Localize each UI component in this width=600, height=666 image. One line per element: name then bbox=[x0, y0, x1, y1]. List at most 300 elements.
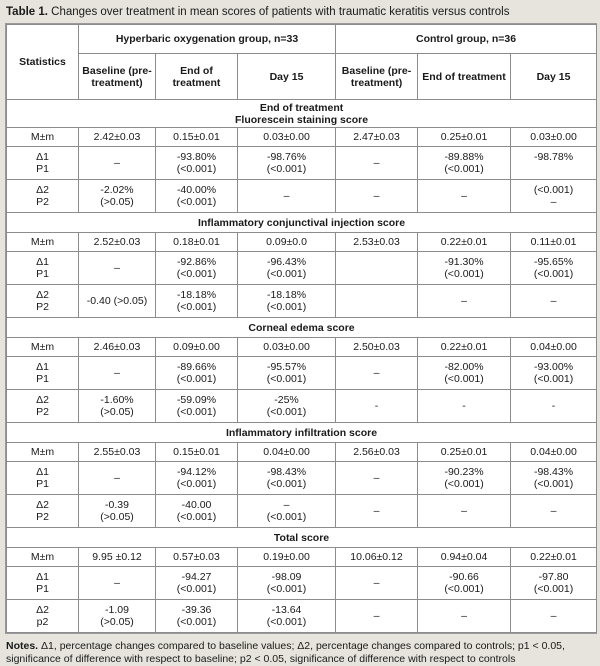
cell-line: - bbox=[374, 400, 379, 412]
row-label bbox=[7, 600, 79, 633]
header-control-day15: Day 15 bbox=[511, 54, 597, 100]
cell-line: -98.43% bbox=[266, 466, 307, 478]
cell-line: (<0.001) bbox=[176, 616, 217, 628]
cell-line: 0.25±0.01 bbox=[440, 131, 488, 143]
row-label bbox=[7, 390, 79, 423]
caption-label: Table 1. bbox=[6, 6, 48, 18]
table-cell bbox=[336, 233, 418, 252]
table-cell bbox=[156, 338, 238, 357]
row-label-line: P2 bbox=[36, 406, 49, 418]
cell-line: 2.53±0.03 bbox=[353, 236, 400, 248]
table-cell bbox=[511, 252, 597, 285]
table-cell bbox=[418, 233, 511, 252]
section-title-line: Fluorescein staining score bbox=[235, 113, 369, 126]
table-cell bbox=[79, 128, 156, 147]
table-cell bbox=[156, 252, 238, 285]
cell-line: -98.43% bbox=[533, 466, 574, 478]
table-notes bbox=[0, 634, 600, 666]
cell-line: 0.94±0.04 bbox=[440, 551, 488, 563]
header-hbo-day15: Day 15 bbox=[238, 54, 336, 100]
table-row bbox=[7, 233, 597, 252]
header-control-group: Control group, n=36 bbox=[336, 25, 597, 54]
row-label bbox=[7, 548, 79, 567]
table-cell bbox=[238, 600, 336, 633]
results-table bbox=[6, 24, 597, 633]
cell-line: (<0.001) bbox=[176, 478, 217, 490]
cell-line: 2.55±0.03 bbox=[93, 446, 141, 458]
section-title-line: Total score bbox=[273, 531, 330, 544]
cell-line: (<0.001) bbox=[266, 406, 307, 418]
cell-line: -93.00% bbox=[533, 361, 574, 373]
cell-line: -39.36 bbox=[181, 604, 212, 616]
cell-line: – bbox=[114, 577, 120, 589]
table-cell bbox=[238, 180, 336, 213]
cell-line: -59.09% bbox=[176, 394, 217, 406]
cell-line: (<0.001) bbox=[533, 268, 574, 280]
cell-line: 10.06±0.12 bbox=[350, 551, 403, 563]
cell-line: -0.39 bbox=[105, 499, 129, 511]
header-hbo-baseline: Baseline (pre-treatment) bbox=[79, 54, 156, 100]
row-label-line: Δ2 bbox=[36, 604, 49, 616]
table-cell bbox=[511, 462, 597, 495]
cell-line: – bbox=[550, 610, 557, 622]
table-cell bbox=[418, 338, 511, 357]
cell-line: – bbox=[114, 262, 120, 274]
table-row bbox=[7, 567, 597, 600]
cell-line: -93.80% bbox=[176, 151, 217, 163]
table-cell bbox=[156, 357, 238, 390]
row-label-line: Δ2 bbox=[36, 499, 49, 511]
table-cell bbox=[238, 128, 336, 147]
table-body bbox=[7, 100, 597, 633]
cell-line: 0.22±0.01 bbox=[530, 551, 577, 563]
table-row bbox=[7, 285, 597, 318]
cell-line: 0.25±0.01 bbox=[440, 446, 488, 458]
cell-line: (<0.001) bbox=[444, 268, 484, 280]
table-cell bbox=[79, 285, 156, 318]
table-cell bbox=[336, 390, 418, 423]
cell-line: -89.66% bbox=[176, 361, 217, 373]
cell-line: (<0.001) bbox=[444, 583, 484, 595]
table-row bbox=[7, 338, 597, 357]
table-cell bbox=[156, 390, 238, 423]
row-label-line: M±m bbox=[30, 551, 55, 563]
cell-line: 0.11±0.01 bbox=[530, 236, 577, 248]
row-label bbox=[7, 338, 79, 357]
table-cell bbox=[336, 357, 418, 390]
row-label bbox=[7, 233, 79, 252]
table-cell bbox=[511, 600, 597, 633]
table-cell bbox=[418, 357, 511, 390]
cell-line: (<0.001) bbox=[533, 373, 574, 385]
table-cell bbox=[336, 567, 418, 600]
cell-line: (<0.001) bbox=[444, 163, 484, 175]
cell-line: -97.80 bbox=[538, 571, 569, 583]
cell-line: - bbox=[462, 400, 466, 412]
row-label-line: Δ2 bbox=[36, 184, 49, 196]
row-label-line: p2 bbox=[36, 616, 49, 628]
table-cell bbox=[238, 252, 336, 285]
cell-line: -82.00% bbox=[444, 361, 484, 373]
table-cell bbox=[238, 462, 336, 495]
cell-line: – bbox=[114, 367, 120, 379]
cell-line: -1.60% bbox=[100, 394, 134, 406]
table-row bbox=[7, 495, 597, 528]
cell-line: – bbox=[114, 157, 120, 169]
cell-line: 2.50±0.03 bbox=[353, 341, 400, 353]
cell-line: – bbox=[550, 505, 557, 517]
table-cell bbox=[156, 567, 238, 600]
header-statistics: Statistics bbox=[7, 25, 79, 100]
table-row bbox=[7, 600, 597, 633]
table-row bbox=[7, 128, 597, 147]
table-caption bbox=[0, 0, 600, 23]
cell-line: – bbox=[373, 577, 380, 589]
cell-line: -0.40 (>0.05) bbox=[86, 295, 148, 307]
cell-line: (<0.001) bbox=[266, 616, 307, 628]
row-label bbox=[7, 443, 79, 462]
cell-line: -91.30% bbox=[444, 256, 484, 268]
cell-line: -92.86% bbox=[176, 256, 217, 268]
cell-line: 2.42±0.03 bbox=[93, 131, 141, 143]
section-title-line: Inflammatory conjunctival injection score bbox=[197, 216, 406, 229]
table-cell bbox=[511, 390, 597, 423]
header-hbo-end: End of treatment bbox=[156, 54, 238, 100]
section-title bbox=[7, 318, 597, 338]
row-label bbox=[7, 285, 79, 318]
cell-line: -90.66 bbox=[449, 571, 479, 583]
table-cell bbox=[156, 285, 238, 318]
cell-line: -98.78% bbox=[533, 151, 574, 163]
cell-line: 0.04±0.00 bbox=[530, 446, 577, 458]
table-cell bbox=[418, 252, 511, 285]
cell-line: -13.64 bbox=[271, 604, 302, 616]
cell-line: -95.57% bbox=[266, 361, 307, 373]
cell-line: (<0.001) bbox=[266, 478, 307, 490]
row-label-line: M±m bbox=[30, 236, 55, 248]
row-label-line: Δ1 bbox=[36, 361, 49, 373]
row-label bbox=[7, 252, 79, 285]
cell-line: -90.23% bbox=[444, 466, 484, 478]
table-cell bbox=[156, 495, 238, 528]
cell-line bbox=[339, 295, 414, 307]
table-cell bbox=[238, 357, 336, 390]
table-cell bbox=[238, 548, 336, 567]
cell-line: 2.47±0.03 bbox=[353, 131, 400, 143]
cell-line: (<0.001) bbox=[176, 406, 217, 418]
cell-line: -1.09 bbox=[105, 604, 129, 616]
cell-line: (<0.001) bbox=[266, 511, 307, 523]
section-header bbox=[7, 318, 597, 338]
cell-line: – bbox=[461, 610, 467, 622]
cell-line: (<0.001) bbox=[266, 583, 307, 595]
table-cell bbox=[238, 495, 336, 528]
table-row bbox=[7, 147, 597, 180]
section-title-line: Corneal edema score bbox=[248, 321, 355, 334]
cell-line: – bbox=[373, 190, 380, 202]
table-cell bbox=[511, 567, 597, 600]
table-cell bbox=[79, 462, 156, 495]
row-label-line: Δ2 bbox=[36, 394, 49, 406]
row-label bbox=[7, 462, 79, 495]
row-label-line: M±m bbox=[30, 341, 55, 353]
row-label-line: Δ1 bbox=[36, 256, 49, 268]
cell-line: 2.52±0.03 bbox=[93, 236, 141, 248]
table-cell bbox=[156, 128, 238, 147]
cell-line bbox=[514, 163, 593, 175]
cell-line: 0.57±0.03 bbox=[173, 551, 220, 563]
cell-line: -94.12% bbox=[176, 466, 217, 478]
table-cell bbox=[79, 233, 156, 252]
row-label bbox=[7, 495, 79, 528]
section-title bbox=[7, 528, 597, 548]
table-cell bbox=[418, 495, 511, 528]
cell-line: (>0.05) bbox=[100, 616, 134, 628]
cell-line: – bbox=[373, 472, 380, 484]
row-label-line: M±m bbox=[30, 131, 55, 143]
table-cell bbox=[238, 147, 336, 180]
row-label-line: Δ1 bbox=[36, 466, 49, 478]
table-cell bbox=[418, 390, 511, 423]
row-label-line: P1 bbox=[36, 478, 49, 490]
cell-line: (<0.001) bbox=[176, 583, 217, 595]
cell-line: – bbox=[373, 505, 380, 517]
table-cell bbox=[418, 567, 511, 600]
table-row bbox=[7, 462, 597, 495]
table-cell bbox=[156, 548, 238, 567]
table-cell bbox=[418, 128, 511, 147]
table-cell bbox=[79, 443, 156, 462]
cell-line: 0.22±0.01 bbox=[440, 341, 488, 353]
table-cell bbox=[418, 462, 511, 495]
notes-label: Notes. bbox=[6, 640, 39, 652]
cell-line: (<0.001) bbox=[444, 373, 484, 385]
cell-line: 0.18±0.01 bbox=[173, 236, 220, 248]
row-label-line: Δ1 bbox=[36, 151, 49, 163]
table-cell bbox=[79, 390, 156, 423]
cell-line: -94.27 bbox=[181, 571, 212, 583]
cell-line: - bbox=[551, 400, 556, 412]
table-cell bbox=[511, 357, 597, 390]
cell-line: (<0.001) bbox=[266, 268, 307, 280]
cell-line: – bbox=[461, 190, 467, 202]
row-label-line: P2 bbox=[36, 301, 49, 313]
table-cell bbox=[511, 233, 597, 252]
table-row bbox=[7, 443, 597, 462]
cell-line: -89.88% bbox=[444, 151, 484, 163]
table-cell bbox=[336, 252, 418, 285]
cell-line: 0.03±0.00 bbox=[263, 131, 310, 143]
cell-line: 0.04±0.00 bbox=[263, 446, 310, 458]
row-label-line: P1 bbox=[36, 583, 49, 595]
cell-line: 0.04±0.00 bbox=[530, 341, 577, 353]
cell-line: -98.09 bbox=[271, 571, 302, 583]
table-cell bbox=[336, 128, 418, 147]
table-cell bbox=[156, 600, 238, 633]
cell-line: – bbox=[550, 196, 557, 208]
cell-line: (<0.001) bbox=[266, 373, 307, 385]
cell-line bbox=[339, 262, 414, 274]
section-header bbox=[7, 213, 597, 233]
cell-line: -98.76% bbox=[266, 151, 307, 163]
cell-line: 0.03±0.00 bbox=[530, 131, 577, 143]
cell-line: (>0.05) bbox=[100, 511, 134, 523]
table-cell bbox=[418, 443, 511, 462]
row-label-line: P1 bbox=[36, 373, 49, 385]
row-label-line: P1 bbox=[36, 268, 49, 280]
cell-line: (<0.001) bbox=[176, 268, 217, 280]
row-label-line: P2 bbox=[36, 196, 49, 208]
cell-line: (<0.001) bbox=[176, 301, 217, 313]
cell-line: – bbox=[114, 472, 120, 484]
section-title-line: End of treatment bbox=[259, 101, 344, 114]
cell-line: – bbox=[461, 295, 467, 307]
table-cell bbox=[336, 180, 418, 213]
row-label bbox=[7, 357, 79, 390]
section-title bbox=[7, 213, 597, 233]
header-hbo-group: Hyperbaric oxygenation group, n=33 bbox=[79, 25, 336, 54]
cell-line: -2.02% bbox=[100, 184, 134, 196]
table-cell bbox=[336, 600, 418, 633]
cell-line: -18.18% bbox=[176, 289, 217, 301]
table-cell bbox=[156, 233, 238, 252]
table-cell bbox=[79, 495, 156, 528]
cell-line: (<0.001) bbox=[533, 478, 574, 490]
table-cell bbox=[336, 548, 418, 567]
table-cell bbox=[511, 495, 597, 528]
cell-line: (<0.001) bbox=[266, 301, 307, 313]
table-cell bbox=[511, 443, 597, 462]
table-cell bbox=[511, 338, 597, 357]
table-row bbox=[7, 390, 597, 423]
cell-line: -96.43% bbox=[266, 256, 307, 268]
section-header bbox=[7, 100, 597, 128]
notes-text: Δ1, percentage changes compared to baseline values; Δ2, percentage changes compared to controls; p1 < 0.05, significance of difference with respect to baseline; p2 < 0.05, significance of difference with respect to controls bbox=[6, 640, 565, 665]
table-cell bbox=[238, 390, 336, 423]
cell-line: -18.18% bbox=[266, 289, 307, 301]
table-row bbox=[7, 357, 597, 390]
table-frame bbox=[5, 23, 597, 634]
cell-line: (<0.001) bbox=[533, 583, 574, 595]
cell-line: – bbox=[373, 157, 380, 169]
row-label bbox=[7, 567, 79, 600]
table-cell bbox=[238, 233, 336, 252]
table-cell bbox=[418, 285, 511, 318]
table-cell bbox=[79, 252, 156, 285]
cell-line: 9.95 ±0.12 bbox=[92, 551, 142, 563]
table-cell bbox=[336, 443, 418, 462]
table-cell bbox=[79, 147, 156, 180]
table-cell bbox=[336, 495, 418, 528]
cell-line: 0.09±0.0 bbox=[266, 236, 307, 248]
table-cell bbox=[511, 147, 597, 180]
table-cell bbox=[79, 357, 156, 390]
cell-line: -95.65% bbox=[533, 256, 574, 268]
table-cell bbox=[336, 285, 418, 318]
cell-line: 2.46±0.03 bbox=[93, 341, 141, 353]
cell-line: 0.22±0.01 bbox=[440, 236, 488, 248]
cell-line: – bbox=[283, 190, 290, 202]
cell-line: 0.19±0.00 bbox=[263, 551, 310, 563]
cell-line: – bbox=[461, 505, 467, 517]
cell-line: (>0.05) bbox=[100, 406, 134, 418]
row-label bbox=[7, 147, 79, 180]
cell-line: -40.00 bbox=[181, 499, 212, 511]
cell-line: (<0.001) bbox=[176, 163, 217, 175]
section-title-line: Inflammatory infiltration score bbox=[225, 426, 378, 439]
cell-line: -25% bbox=[274, 394, 299, 406]
table-cell bbox=[238, 443, 336, 462]
section-title bbox=[7, 423, 597, 443]
cell-line: – bbox=[373, 367, 380, 379]
table-cell bbox=[156, 147, 238, 180]
table-cell bbox=[156, 180, 238, 213]
table-cell bbox=[418, 147, 511, 180]
header-control-baseline: Baseline (pre-treatment) bbox=[336, 54, 418, 100]
table-row bbox=[7, 548, 597, 567]
row-label-line: Δ1 bbox=[36, 571, 49, 583]
header-control-end: End of treatment bbox=[418, 54, 511, 100]
row-label-line: P2 bbox=[36, 511, 49, 523]
section-title bbox=[7, 100, 597, 128]
cell-line: 0.09±0.00 bbox=[173, 341, 220, 353]
table-cell bbox=[511, 180, 597, 213]
cell-line: (<0.001) bbox=[266, 163, 307, 175]
table-cell bbox=[336, 338, 418, 357]
table-row bbox=[7, 180, 597, 213]
row-label-line: Δ2 bbox=[36, 289, 49, 301]
cell-line: 2.56±0.03 bbox=[353, 446, 400, 458]
caption-text: Changes over treatment in mean scores of patients with traumatic keratitis versus controls bbox=[51, 6, 510, 18]
table-cell bbox=[238, 285, 336, 318]
cell-line: – bbox=[283, 499, 290, 511]
row-label bbox=[7, 180, 79, 213]
table-cell bbox=[79, 567, 156, 600]
table-cell bbox=[156, 462, 238, 495]
row-label-line: P1 bbox=[36, 163, 49, 175]
table-cell bbox=[418, 600, 511, 633]
row-label-line: M±m bbox=[30, 446, 55, 458]
table-cell bbox=[336, 462, 418, 495]
cell-line: 0.03±0.00 bbox=[263, 341, 310, 353]
table-cell bbox=[511, 548, 597, 567]
table-cell bbox=[238, 338, 336, 357]
cell-line: 0.15±0.01 bbox=[173, 131, 220, 143]
section-header bbox=[7, 528, 597, 548]
table-cell bbox=[79, 180, 156, 213]
table-cell bbox=[156, 443, 238, 462]
table-cell bbox=[418, 180, 511, 213]
table-cell bbox=[79, 600, 156, 633]
cell-line: -40.00% bbox=[176, 184, 217, 196]
table-cell bbox=[511, 128, 597, 147]
cell-line: – bbox=[550, 295, 557, 307]
row-label bbox=[7, 128, 79, 147]
cell-line: (<0.001) bbox=[176, 196, 217, 208]
cell-line: 0.15±0.01 bbox=[173, 446, 220, 458]
table-cell bbox=[511, 285, 597, 318]
table-cell bbox=[336, 147, 418, 180]
table-cell bbox=[79, 548, 156, 567]
table-cell bbox=[418, 548, 511, 567]
cell-line: (<0.001) bbox=[176, 373, 217, 385]
table-cell bbox=[79, 338, 156, 357]
table-row bbox=[7, 252, 597, 285]
cell-line: (>0.05) bbox=[100, 196, 134, 208]
table-cell bbox=[238, 567, 336, 600]
cell-line: (<0.001) bbox=[176, 511, 217, 523]
cell-line: (<0.001) bbox=[533, 184, 574, 196]
